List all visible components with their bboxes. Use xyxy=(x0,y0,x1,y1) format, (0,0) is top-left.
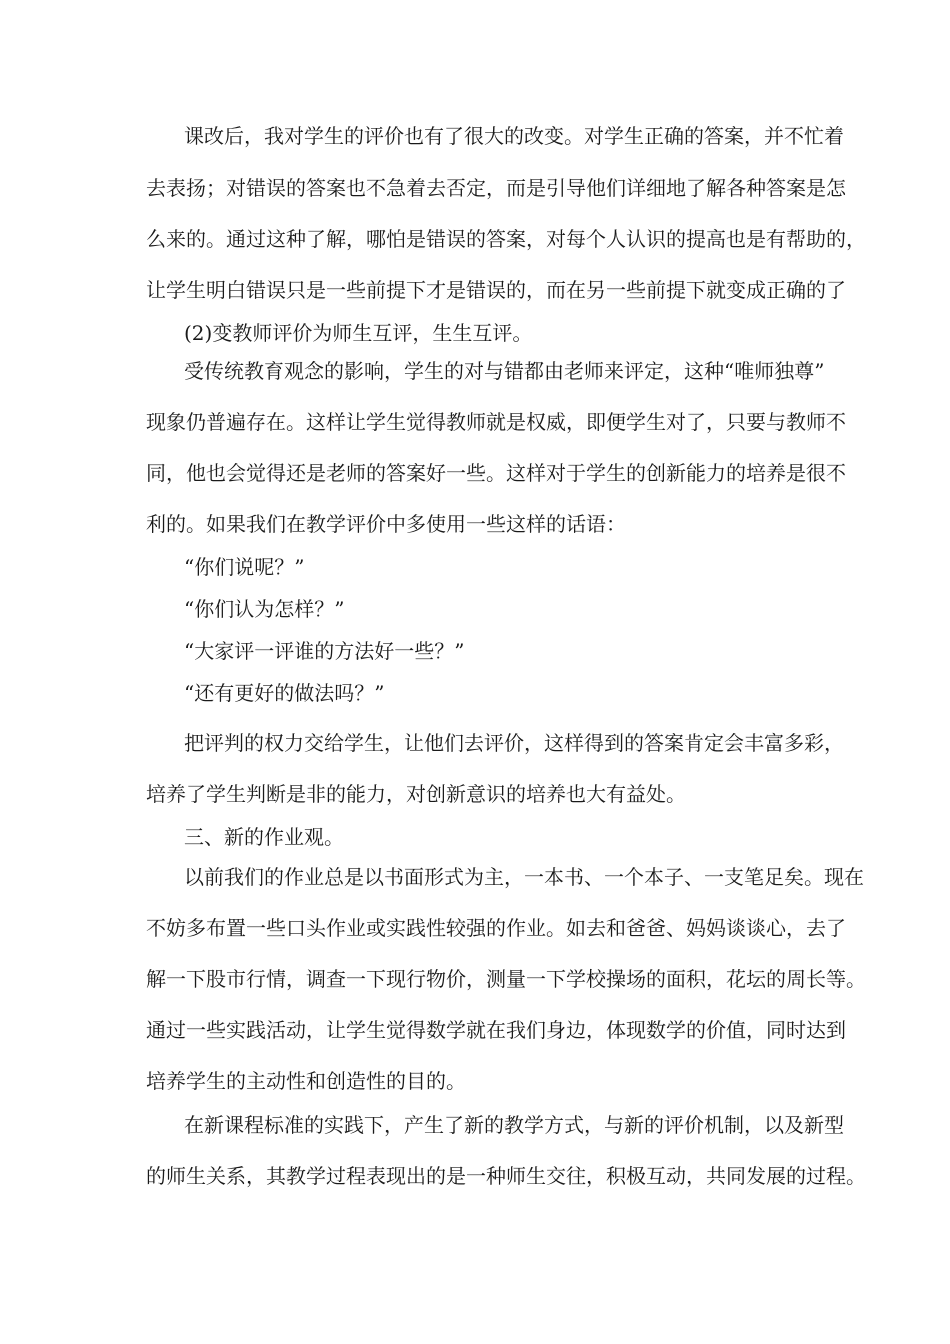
section-heading: (2)变教师评价为师生互评，生生互评。 xyxy=(184,321,533,345)
paragraph-line: 把评判的权力交给学生，让他们去评价，这样得到的答案肯定会丰富多彩， xyxy=(184,731,844,755)
paragraph-line: 课改后，我对学生的评价也有了很大的改变。对学生正确的答案，并不忙着 xyxy=(184,124,844,148)
paragraph-line: 同，他也会觉得还是老师的答案好一些。这样对于学生的创新能力的培养是很不 xyxy=(146,461,846,485)
quote-line: “你们说呢？” xyxy=(184,555,305,579)
paragraph-line: 让学生明白错误只是一些前提下才是错误的，而在另一些前提下就变成正确的了 xyxy=(146,278,846,302)
paragraph-line: 解一下股市行情，调查一下现行物价，测量一下学校操场的面积，花坛的周长等。 xyxy=(146,967,866,991)
paragraph-line: 不妨多布置一些口头作业或实践性较强的作业。如去和爸爸、妈妈谈谈心，去了 xyxy=(146,916,846,940)
paragraph-line: 受传统教育观念的影响，学生的对与错都由老师来评定，这种“唯师独尊” xyxy=(184,359,825,383)
paragraph-line: 培养学生的主动性和创造性的目的。 xyxy=(146,1069,466,1093)
quote-line: “大家评一评谁的方法好一些？” xyxy=(184,639,465,663)
paragraph-line: 利的。如果我们在教学评价中多使用一些这样的话语： xyxy=(146,512,626,536)
quote-line: “还有更好的做法吗？” xyxy=(184,681,385,705)
paragraph-line: 通过一些实践活动，让学生觉得数学就在我们身边，体现数学的价值，同时达到 xyxy=(146,1018,846,1042)
paragraph-line: 以前我们的作业总是以书面形式为主，一本书、一个本子、一支笔足矣。现在 xyxy=(184,865,864,889)
section-heading: 三、新的作业观。 xyxy=(184,825,344,849)
paragraph-line: 在新课程标准的实践下，产生了新的教学方式，与新的评价机制，以及新型 xyxy=(184,1113,844,1137)
paragraph-line: 的师生关系，其教学过程表现出的是一种师生交往，积极互动，共同发展的过程。 xyxy=(146,1164,866,1188)
paragraph-line: 去表扬；对错误的答案也不急着去否定，而是引导他们详细地了解各种答案是怎 xyxy=(146,176,846,200)
paragraph-line: 培养了学生判断是非的能力，对创新意识的培养也大有益处。 xyxy=(146,782,686,806)
paragraph-line: 现象仍普遍存在。这样让学生觉得教师就是权威，即便学生对了，只要与教师不 xyxy=(146,410,846,434)
quote-line: “你们认为怎样？” xyxy=(184,597,345,621)
paragraph-line: 么来的。通过这种了解，哪怕是错误的答案，对每个人认识的提高也是有帮助的， xyxy=(146,227,866,251)
